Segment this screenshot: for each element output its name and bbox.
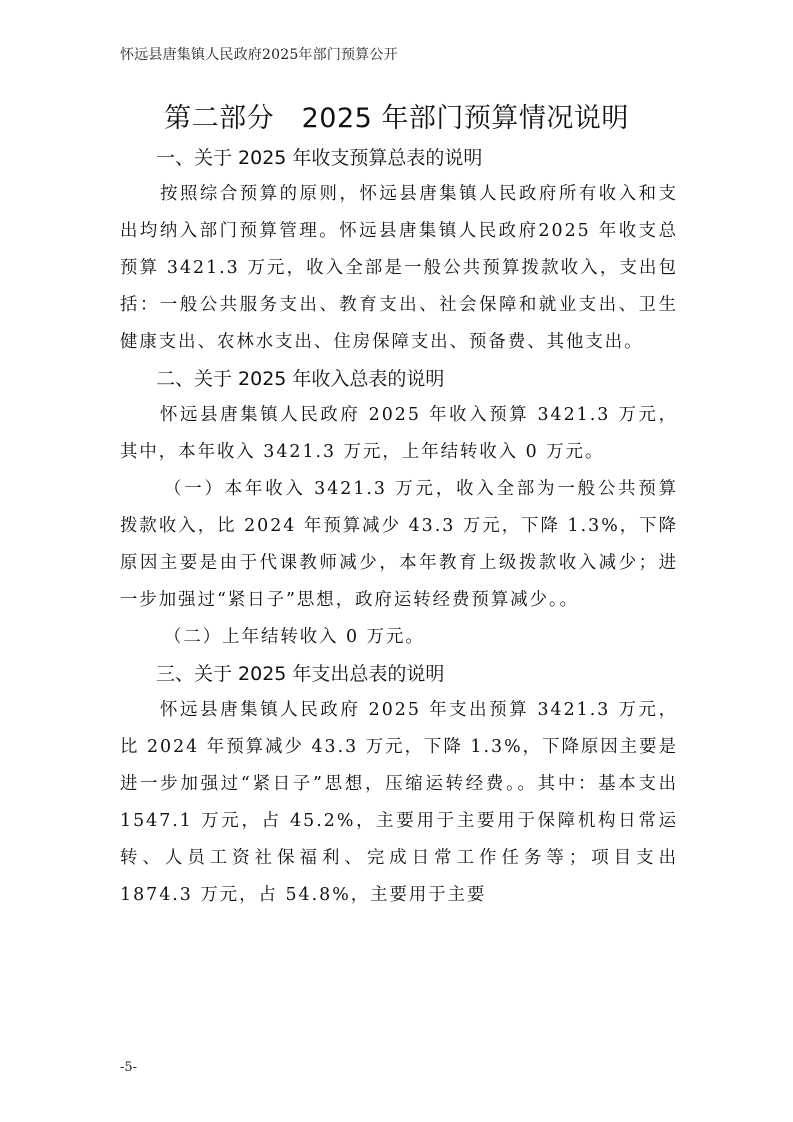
section-2-paragraph-3: （二）上年结转收入 0 万元。 [164,627,425,647]
page-number: -5- [120,1060,138,1075]
page-title: 第二部分 2025 年部门预算情况说明 [164,103,629,134]
section-1-paragraph-1: 按照综合预算的原则，怀远县唐集镇人民政府所有收入和支出均纳入部门预算管理。怀远县唐集镇人民政府2025 年收支总预算 3421.3 万元，收入全部是一般公共预算拨款收入，支出包括：一般公共服务支出、教育支出、社会保障和就业支出、卫生健康支出、农林水支出、住房保障支出、预备费、其他支出。 [120,184,678,352]
document-body [120,140,678,914]
section-2-paragraph-2: （一）本年收入 3421.3 万元，收入全部为一般公共预算拨款收入，比 2024 年预算减少 43.3 万元，下降 1.3%，下降原因主要是由于代课教师减少，本年教育上级拨款收入减少；进一步加强过“紧日子”思想，政府运转经费预算减少。。 [120,479,678,610]
section-heading-2: 二、关于 2025 年收入总表的说明 [156,368,445,390]
section-heading-1: 一、关于 2025 年收支预算总表的说明 [156,147,483,169]
section-2-paragraph-1: 怀远县唐集镇人民政府 2025 年收入预算 3421.3 万元，其中，本年收入 3421.3 万元，上年结转收入 0 万元。 [120,405,678,462]
section-heading-3: 三、关于 2025 年支出总表的说明 [156,663,445,685]
running-header: 怀远县唐集镇人民政府2025年部门预算公开 [120,47,398,63]
section-3-paragraph-1: 怀远县唐集镇人民政府 2025 年支出预算 3421.3 万元，比 2024 年预算减少 43.3 万元，下降 1.3%，下降原因主要是进一步加强过“紧日子”思想，压缩运转经费。。其中：基本支出 1547.1 万元，占 45.2%，主要用于主要用于保障机构日常运转、人员工资社保福利、完成日常工作任务等；项目支出 1874.3 万元，占 54.8%，主要用于主要 [120,700,678,905]
